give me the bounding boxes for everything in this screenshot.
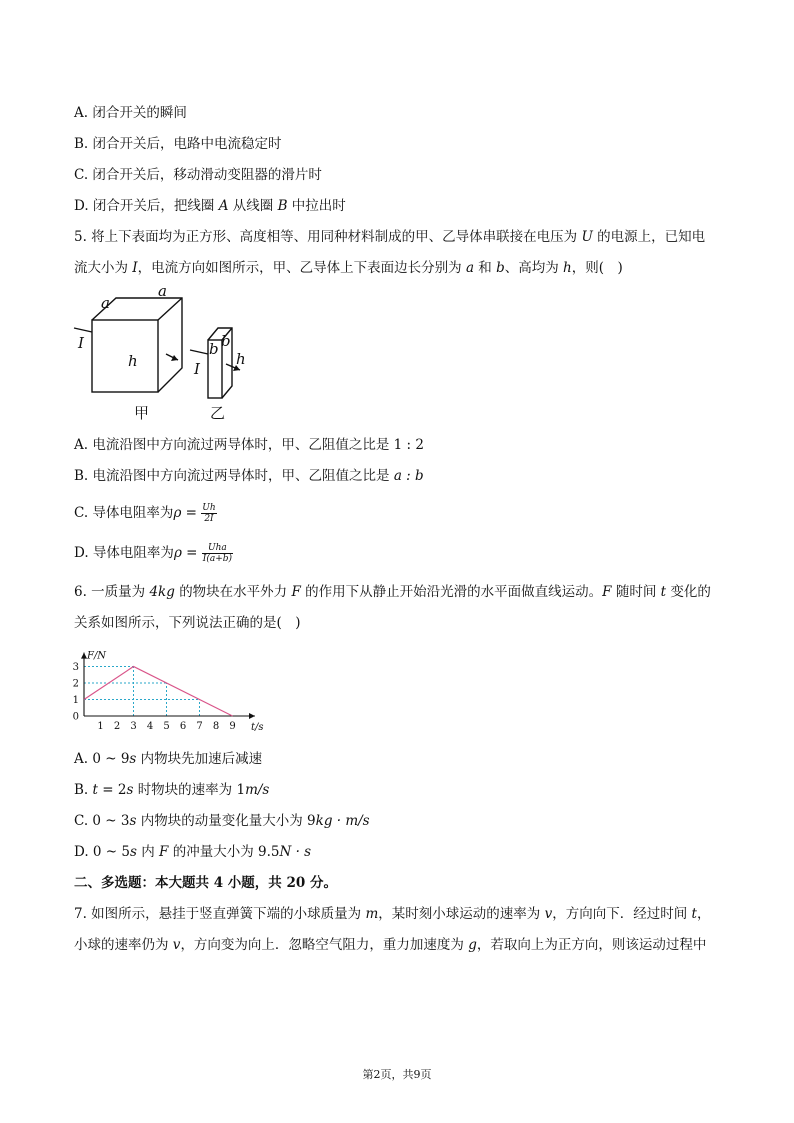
label-i-left: I (78, 334, 84, 352)
q5-option-a: A. 电流沿图中方向流过两导体时，甲、乙阻值之比是 1 : 2 (74, 437, 424, 453)
q5-option-b: B. 电流沿图中方向流过两导体时，甲、乙阻值之比是 a : b (74, 468, 424, 484)
label-a-top: a (158, 284, 167, 300)
page-footer: 第2页，共9页 (362, 1068, 432, 1081)
y-axis-label: F/N (87, 650, 107, 662)
q5-stem-line1: 5. 将上下表面均为正方形、高度相等、用同种材料制成的甲、乙导体串联接在电压为 U 的电源上，已知电 (74, 229, 706, 245)
q6-option-a: A. 0 ~ 9s 内物块先加速后减速 (74, 751, 263, 767)
q6-option-b: B. t = 2s 时物块的速率为 1m/s (74, 782, 270, 798)
x-tick-label: 8 (212, 721, 220, 732)
label-jia: 甲 (134, 404, 150, 422)
label-a-left: a (101, 294, 110, 312)
q5-option-d: D. 导体电阻率为ρ = $\frac{\text{Uha}}{I(a+b)}$ (74, 543, 233, 564)
q7-stem-line1: 7. 如图所示，悬挂于竖直弹簧下端的小球质量为 m，某时刻小球运动的速率为 v，方向向下．经过时间 t， (74, 906, 711, 922)
label-b-top: b (221, 332, 231, 350)
x-tick-label: 2 (113, 721, 121, 732)
label-yi: 乙 (210, 404, 226, 422)
x-tick-label: 5 (163, 721, 170, 732)
x-axis-label: t/s (251, 722, 264, 733)
q4-option-c: C. 闭合开关后，移动滑动变阻器的滑片时 (74, 167, 322, 183)
section-2-heading: 二、多选题：本大题共 4 小题，共 20 分。 (74, 875, 337, 891)
x-tick-label: 3 (130, 721, 137, 732)
q6-option-d: D. 0 ~ 5s 内 F 的冲量大小为 9.5N · s (74, 844, 312, 860)
x-tick-label: 9 (229, 721, 236, 732)
fraction-d: $\frac{\text{Uha}}{I(a+b)}$ (202, 543, 233, 564)
label-b-front: b (209, 340, 219, 358)
x-axis-arrow (249, 713, 255, 719)
x-tick-label: 7 (196, 721, 203, 732)
y-tick-label: 0 (72, 711, 79, 723)
fraction-c: $\frac{Uh}{2I}$ (202, 503, 216, 524)
q5-stem-line2: 流大小为 I，电流方向如图所示，甲、乙导体上下表面边长分别为 a 和 b、高均为 h，则( ) (74, 260, 623, 276)
q4-option-b: B. 闭合开关后，电路中电流稳定时 (74, 136, 282, 152)
y-tick-label: 2 (72, 678, 79, 690)
x-tick-label: 1 (97, 721, 104, 732)
force-time-chart (66, 640, 266, 740)
label-h-right: h (236, 350, 246, 368)
label-i-right: I (194, 360, 200, 378)
q4-option-a: A. 闭合开关的瞬间 (74, 105, 187, 121)
y-tick-label: 3 (72, 662, 79, 673)
x-tick-label: 6 (179, 721, 187, 732)
q6-stem-line2: 关系如图所示，下列说法正确的是( ) (74, 615, 301, 631)
x-tick-label: 4 (146, 721, 154, 732)
q6-option-c: C. 0 ~ 3s 内物块的动量变化量大小为 9kg · m/s (74, 813, 370, 829)
force-line (84, 667, 233, 717)
q5-conductor-figure (70, 284, 270, 424)
q4-option-d: D. 闭合开关后，把线圈 A 从线圈 B 中拉出时 (74, 198, 346, 214)
q6-stem-line1: 6. 一质量为 4kg 的物块在水平外力 F 的作用下从静止开始沿光滑的水平面做直线运动。F 随时间 t 变化的 (74, 584, 711, 600)
q7-stem-line2: 小球的速率仍为 v，方向变为向上．忽略空气阻力，重力加速度为 g，若取向上为正方向，则该运动过程中 (74, 937, 707, 953)
label-h-left: h (128, 352, 138, 370)
y-tick-label: 1 (72, 695, 79, 706)
q5-option-c: C. 导体电阻率为ρ = $\frac{Uh}{2I}$ (74, 503, 216, 524)
